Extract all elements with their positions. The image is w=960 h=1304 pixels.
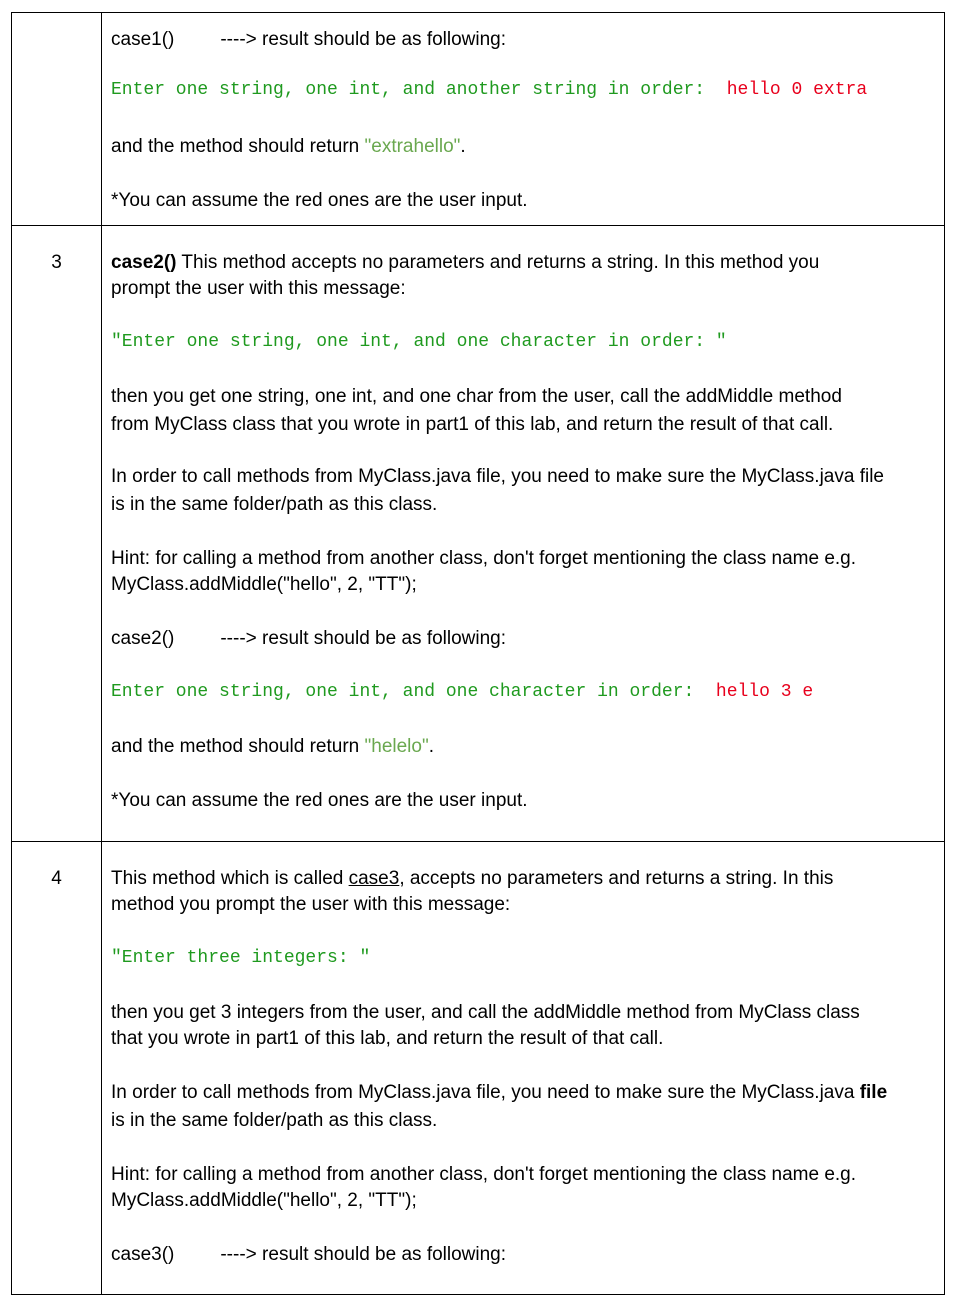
console-prompt: Enter one string, one int, and another string in order: bbox=[111, 80, 706, 100]
instructions-table bbox=[11, 12, 945, 1295]
table-row bbox=[12, 226, 944, 842]
prompt-message: "Enter three integers: " bbox=[111, 948, 371, 968]
arrow: ----> bbox=[220, 628, 257, 649]
method-call: case1() bbox=[111, 29, 175, 50]
method-name: case2() bbox=[111, 252, 177, 273]
console-example bbox=[111, 679, 813, 705]
paragraph: In order to call methods from MyClass.java file, you need to make sure the MyClass.java file bbox=[111, 466, 884, 487]
arrow: ----> bbox=[220, 29, 257, 50]
method-name: case3 bbox=[348, 868, 400, 889]
case2-result-line bbox=[111, 626, 506, 652]
hint: Hint: for calling a method from another class, don't forget mentioning the class name e.g. bbox=[111, 548, 857, 569]
result-text: result should be as following: bbox=[262, 29, 507, 50]
console-prompt: Enter one string, one int, and one character in order: bbox=[111, 682, 695, 702]
result-text: result should be as following: bbox=[262, 628, 507, 649]
result-text: result should be as following: bbox=[262, 1244, 507, 1265]
row-number: 4 bbox=[51, 868, 62, 889]
case3-result-line bbox=[111, 1242, 506, 1268]
table-row bbox=[12, 842, 944, 1294]
row-number: 3 bbox=[51, 252, 62, 273]
description: case2() This method accepts no parameters and returns a string. In this method you bbox=[111, 252, 820, 273]
paragraph: then you get one string, one int, and one char from the user, call the addMiddle method bbox=[111, 386, 842, 407]
console-example bbox=[111, 77, 867, 103]
user-input: hello 0 extra bbox=[726, 80, 868, 100]
paragraph: is in the same folder/path as this class. bbox=[111, 494, 438, 515]
hint-code: MyClass.addMiddle("hello", 2, "TT"); bbox=[111, 1190, 417, 1211]
description: method you prompt the user with this message: bbox=[111, 894, 511, 915]
return-value: "extrahello" bbox=[364, 136, 461, 157]
case1-result-line bbox=[111, 27, 506, 53]
hint-code: MyClass.addMiddle("hello", 2, "TT"); bbox=[111, 574, 417, 595]
arrow: ----> bbox=[220, 1244, 257, 1265]
paragraph: that you wrote in part1 of this lab, and return the result of that call. bbox=[111, 1028, 664, 1049]
method-call: case3() bbox=[111, 1244, 175, 1265]
paragraph: then you get 3 integers from the user, and call the addMiddle method from MyClass class bbox=[111, 1002, 860, 1023]
description: prompt the user with this message: bbox=[111, 278, 406, 299]
user-input-note: *You can assume the red ones are the user input. bbox=[111, 190, 528, 211]
hint: Hint: for calling a method from another class, don't forget mentioning the class name e.g. bbox=[111, 1164, 857, 1185]
return-line: and the method should return "helelo". bbox=[111, 736, 434, 757]
paragraph: is in the same folder/path as this class. bbox=[111, 1110, 438, 1131]
prompt-message: "Enter one string, one int, and one character in order: " bbox=[111, 332, 727, 352]
user-input-note: *You can assume the red ones are the user input. bbox=[111, 790, 528, 811]
column-divider bbox=[101, 226, 102, 841]
return-value: "helelo" bbox=[364, 736, 429, 757]
return-line: and the method should return "extrahello". bbox=[111, 136, 466, 157]
user-input: hello 3 e bbox=[715, 682, 814, 702]
paragraph: from MyClass class that you wrote in part1 of this lab, and return the result of that call. bbox=[111, 414, 834, 435]
method-call: case2() bbox=[111, 628, 175, 649]
table-row bbox=[12, 13, 944, 226]
column-divider bbox=[101, 13, 102, 225]
column-divider bbox=[101, 842, 102, 1294]
paragraph: In order to call methods from MyClass.java file, you need to make sure the MyClass.java file bbox=[111, 1082, 888, 1103]
description: This method which is called case3, accepts no parameters and returns a string. In this bbox=[111, 868, 834, 889]
